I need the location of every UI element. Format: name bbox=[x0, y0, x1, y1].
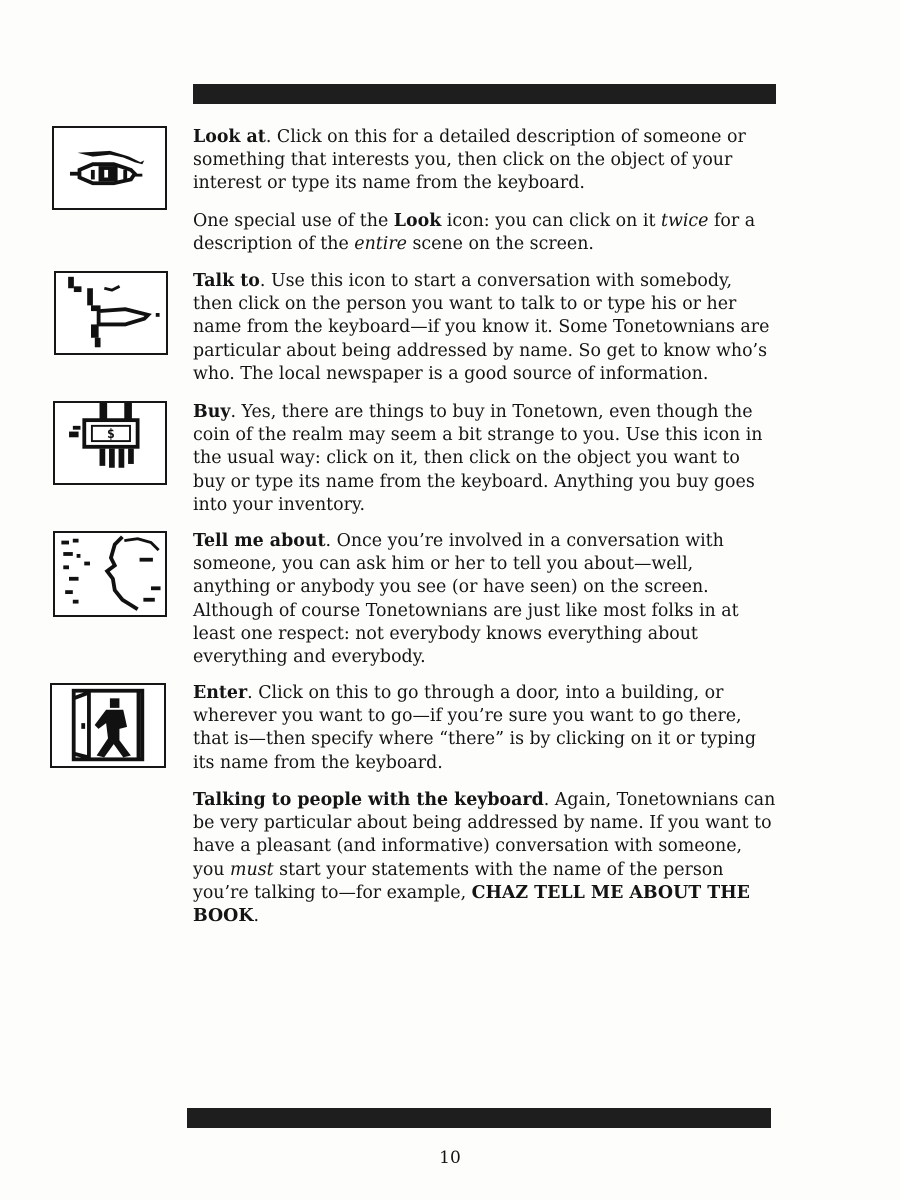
tell-icon-box[interactable] bbox=[53, 531, 167, 617]
enter-description bbox=[193, 682, 776, 775]
talk-description bbox=[193, 270, 776, 386]
keyboard-text-italic: must bbox=[230, 859, 274, 880]
look-note-mid2: for a description of the bbox=[193, 211, 756, 255]
page-number: 10 bbox=[439, 1148, 461, 1168]
look-text: . Click on this for a detailed description of someone or something that interests you, then click on the object of your interest or type its name from the keyboard. bbox=[193, 127, 746, 194]
buy-text: . Yes, there are things to buy in Tonetown, even though the coin of the realm may seem a bit strange to you. Use this icon in the usual way: click on it, then click on the object you want to buy or type its name from the keyboard. Anything you buy goes into your inventory. bbox=[193, 402, 763, 515]
look-icon-box[interactable] bbox=[52, 126, 167, 210]
talk-icon-box[interactable] bbox=[54, 271, 168, 355]
bottom-rule bbox=[187, 1108, 771, 1128]
buy-description bbox=[193, 401, 776, 517]
buy-term: Buy bbox=[193, 402, 231, 422]
tell-term: Tell me about bbox=[193, 531, 326, 551]
hand-with-money-icon bbox=[55, 403, 165, 483]
tell-text: . Once you’re involved in a conversation with someone, you can ask him or her to tell you about—well, anything or anybody you see (or have seen) on the screen. Although of course Tonetownians are just like most folks in at least one respect: not everybody knows everything about everything and everybody. bbox=[193, 531, 739, 668]
two-faces-icon bbox=[55, 533, 165, 615]
look-note-post: scene on the screen. bbox=[406, 234, 594, 255]
talking-face-icon bbox=[56, 273, 166, 353]
person-in-doorway-icon bbox=[52, 685, 164, 766]
keyboard-text-pre: . Again, Tonetownians can be very particular about being addressed by name. If you want to have a pleasant (and informative) conversation with someone, you bbox=[193, 790, 776, 880]
talk-text: . Use this icon to start a conversation with somebody, then click on the person you want to talk to or type his or her name from the keyboard—if you know it. Some Tonetownians are particular about being addressed by name. So get to know who’s who. The local newspaper is a good source of information. bbox=[193, 271, 770, 384]
look-description bbox=[193, 126, 776, 196]
look-special-use bbox=[193, 210, 776, 256]
buy-icon-box[interactable] bbox=[53, 401, 167, 485]
look-note-italic1: twice bbox=[660, 211, 709, 231]
keyboard-description bbox=[193, 789, 776, 928]
look-note-pre: One special use of the bbox=[193, 211, 394, 231]
enter-text: . Click on this to go through a door, into a building, or wherever you want to go—if you’re sure you want to go there, that is—then specify where “there” is by clicking on it or typing its name from the keyboard. bbox=[193, 683, 756, 773]
keyboard-text-mid: start your statements with the name of the person you’re talking to—for example, bbox=[193, 859, 724, 903]
look-note-mid1: icon: you can click on it bbox=[441, 211, 661, 231]
look-note-italic2: entire bbox=[354, 234, 407, 255]
keyboard-example: CHAZ TELL ME ABOUT THE BOOK bbox=[193, 882, 750, 927]
tell-description bbox=[193, 530, 776, 669]
keyboard-term: Talking to people with the keyboard bbox=[193, 790, 544, 810]
talk-term: Talk to bbox=[193, 271, 260, 291]
eye-icon bbox=[54, 128, 165, 208]
buy-icon-dollar: $ bbox=[106, 427, 115, 443]
top-rule bbox=[193, 84, 776, 104]
enter-icon-box[interactable] bbox=[50, 683, 166, 768]
look-term: Look at bbox=[193, 127, 266, 147]
look-note-bold: Look bbox=[393, 211, 442, 231]
keyboard-text-end: . bbox=[253, 906, 259, 927]
enter-term: Enter bbox=[193, 683, 248, 703]
